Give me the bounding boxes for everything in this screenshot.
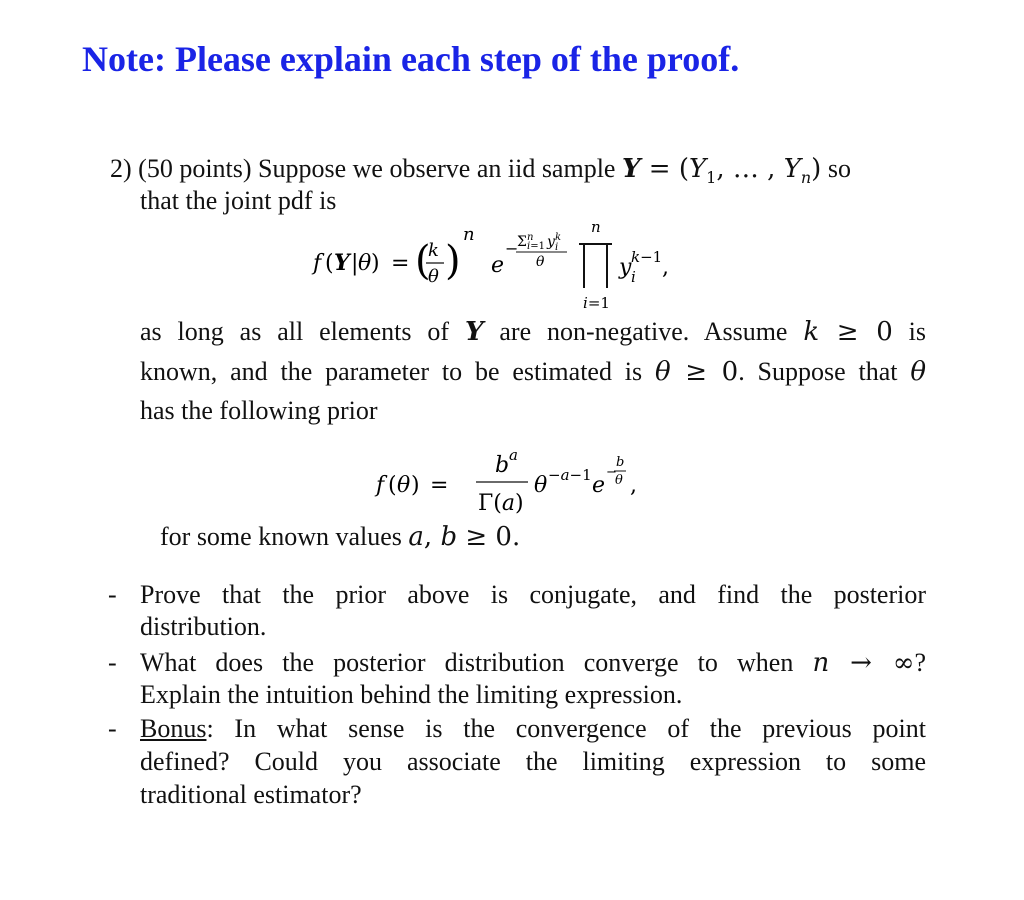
svg-text:f: f	[313, 251, 322, 276]
bullet-3-line3: traditional estimator?	[140, 780, 362, 809]
bullet-3-line2: defined? Could you associate the limiting expression to some	[140, 747, 926, 776]
svg-text:): )	[371, 251, 380, 276]
problem-intro-line1: 2) (50 points) Suppose we observe an iid sample $Y = (Y_1$, … , $Y_n$) so	[110, 154, 851, 188]
svg-text:−: −	[606, 465, 617, 480]
svg-text:,: ,	[662, 255, 669, 280]
bullet-dash: -	[108, 714, 117, 743]
sample-vector-math: $Y = (Y_1$, … , $Y_n$)	[621, 154, 822, 188]
svg-text:θ: θ	[534, 473, 548, 498]
svg-text:n: n	[591, 218, 601, 236]
svg-text:e: e	[491, 253, 505, 278]
svg-text:θ: θ	[428, 266, 439, 287]
svg-text:|: |	[351, 251, 359, 276]
svg-text:Γ(a): Γ(a)	[478, 491, 524, 516]
svg-text:): )	[445, 238, 461, 284]
bullet-2-line2: Explain the intuition behind the limiting expression.	[140, 680, 683, 709]
condition-line2: known, and the parameter to be estimated is θ ≥ 0. Suppose that θ	[140, 357, 926, 387]
condition-line3: has the following prior	[140, 396, 378, 425]
svg-text:θ: θ	[397, 473, 411, 498]
svg-text:b: b	[616, 455, 625, 470]
svg-text:k: k	[428, 240, 439, 261]
bullet-3-line1: Bonus: In what sense is the convergence of the previous point	[140, 714, 926, 743]
bullet-1-line2: distribution.	[140, 612, 267, 641]
svg-text:): )	[411, 473, 420, 498]
svg-text:θ: θ	[358, 251, 372, 276]
svg-text:k−1: k−1	[631, 248, 663, 266]
svg-text:n: n	[527, 232, 534, 243]
svg-text:f: f	[376, 473, 385, 498]
svg-text:y: y	[547, 234, 555, 250]
svg-text:(: (	[388, 473, 397, 498]
svg-text:θ: θ	[615, 473, 623, 488]
svg-text:=: =	[391, 251, 410, 276]
prior-condition: for some known values a, b ≥ 0.	[160, 522, 521, 552]
prior-equation	[370, 440, 700, 525]
svg-text:=: =	[430, 473, 449, 498]
svg-text:n: n	[463, 224, 475, 245]
condition-line1: as long as all elements of Y are non-negative. Assume k ≥ 0 is	[140, 317, 927, 347]
svg-text:Y: Y	[334, 250, 350, 276]
note-heading: Note: Please explain each step of the proof.	[82, 39, 740, 79]
svg-text:−: −	[505, 239, 519, 258]
svg-text:θ: θ	[536, 254, 545, 270]
svg-text:e: e	[592, 473, 606, 498]
svg-text:,: ,	[630, 473, 637, 498]
bullet-1-line1: Prove that the prior above is conjugate, and find the posterior	[140, 580, 926, 609]
svg-text:Σ: Σ	[517, 234, 527, 250]
svg-text:(: (	[415, 238, 431, 284]
bullet-dash: -	[108, 648, 117, 677]
svg-text:−a−1: −a−1	[548, 466, 592, 484]
bonus-label: Bonus	[140, 714, 207, 743]
svg-text:(: (	[325, 251, 334, 276]
joint-pdf-equation	[305, 210, 745, 315]
bullet-2-line1: What does the posterior distribution converge to when n → ∞?	[140, 648, 927, 678]
svg-text:a: a	[509, 446, 518, 464]
svg-text:b: b	[495, 453, 510, 478]
svg-text:i=1: i=1	[527, 241, 545, 252]
svg-text:i: i	[555, 242, 559, 253]
svg-text:k: k	[555, 232, 562, 243]
svg-text:y: y	[619, 255, 632, 280]
svg-text:i: i	[631, 268, 636, 286]
bullet-dash: -	[108, 580, 117, 609]
svg-text:i=1: i=1	[583, 294, 610, 312]
problem-intro-line2: that the joint pdf is	[140, 186, 337, 215]
